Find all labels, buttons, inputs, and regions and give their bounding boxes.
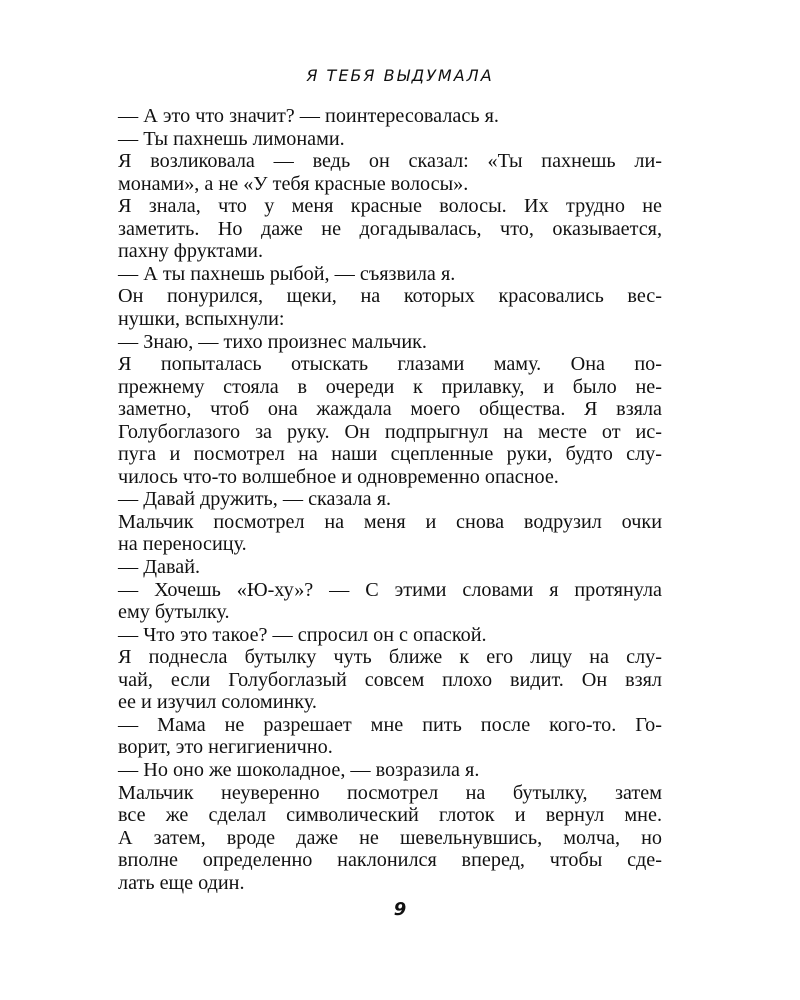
text-line: — Хочешь «Ю-ху»? — С этими словами я протянула <box>118 578 662 601</box>
text-line: ее и изучил соломинку. <box>118 691 317 714</box>
text-line: — А ты пахнешь рыбой, — съязвила я. <box>118 262 456 285</box>
text-line: на переносицу. <box>118 533 247 556</box>
text-line: ворит, это негигиенично. <box>118 736 333 759</box>
text-line: Мальчик неуверенно посмотрел на бутылку, затем <box>118 781 662 804</box>
text-line: — Что это такое? — спросил он с опаской. <box>118 623 487 646</box>
running-title: Я ТЕБЯ ВЫДУМАЛА <box>306 66 494 85</box>
text-line: чилось что-то волшебное и одновременно опасное. <box>118 465 559 488</box>
text-line: прежнему стояла в очереди к прилавку, и было не- <box>118 375 662 398</box>
text-line: Я поднесла бутылку чуть ближе к его лицу на слу- <box>118 646 662 669</box>
text-line: — Ты пахнешь лимонами. <box>118 127 345 150</box>
text-line: — Давай дружить, — сказала я. <box>118 488 392 511</box>
text-line: пуга и посмотрел на наши сцепленные руки, будто слу- <box>118 443 662 466</box>
text-line: — Давай. <box>118 556 201 578</box>
text-line: чай, если Голубоглазый совсем плохо видит. Он взял <box>118 668 662 691</box>
text-line: — А это что значит? — поинтересовалась я. <box>118 105 499 127</box>
text-line: — Знаю, — тихо произнес мальчик. <box>118 330 427 353</box>
text-line: пахну фруктами. <box>118 240 263 263</box>
text-line: Голубоглазого за руку. Он подпрыгнул на месте от ис- <box>118 420 662 443</box>
page-number: 9 <box>393 899 407 920</box>
text-line: вполне определенно наклонился вперед, чтобы сде- <box>118 849 662 872</box>
text-line: лать еще один. <box>118 871 245 894</box>
text-line: А затем, вроде даже не шевельнувшись, молча, но <box>118 826 662 849</box>
text-line: заметить. Но даже не догадывалась, что, оказывается, <box>118 217 662 240</box>
text-line: все же сделал символический глоток и вернул мне. <box>118 804 662 827</box>
text-line: монами», а не «У тебя красные волосы». <box>118 172 469 195</box>
text-line: Я попыталась отыскать глазами маму. Она по- <box>118 353 662 376</box>
text-line: Я возликовала — ведь он сказал: «Ты пахнешь ли- <box>118 150 662 173</box>
text-line: нушки, вспыхнули: <box>118 307 285 330</box>
text-line: Мальчик посмотрел на меня и снова водрузил очки <box>118 510 662 533</box>
text-line: — Мама не разрешает мне пить после кого-то. Го- <box>118 713 662 736</box>
text-line: Я знала, что у меня красные волосы. Их трудно не <box>118 195 662 218</box>
text-line: — Но оно же шоколадное, — возразила я. <box>118 758 480 781</box>
text-line: заметно, чтоб она жаждала моего общества. Я взяла <box>118 398 662 421</box>
text-line: Он понурился, щеки, на которых красовались вес- <box>118 285 662 308</box>
text-line: ему бутылку. <box>118 601 230 624</box>
